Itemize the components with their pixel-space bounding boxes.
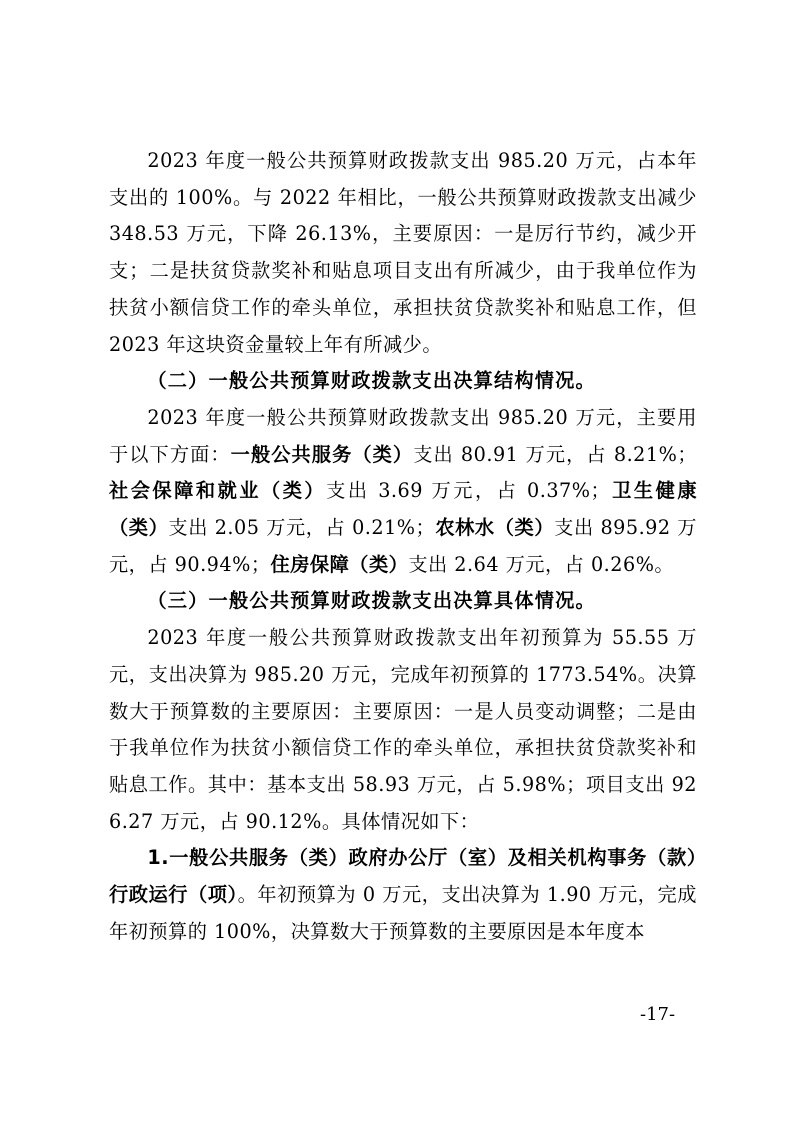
- heading-expenditure-details: （三）一般公共预算财政拨款支出决算具体情况。: [147, 589, 596, 613]
- structure-intro: 2023 年度一般公共预算财政拨款支出 985.20 万元，主要用于以下方面：: [109, 405, 697, 466]
- category-social-security: 社会保障和就业（类）: [109, 479, 327, 503]
- document-body: [109, 143, 697, 950]
- page-number: -17-: [640, 1004, 676, 1025]
- category-health: 卫生健康（类）: [109, 479, 698, 540]
- category-agriculture: 农林水（类）: [435, 516, 555, 540]
- paragraph-expenditure-details: 2023 年度一般公共预算财政拨款支出年初预算为 55.55 万元，支出决算为 985.20 万元，完成年初预算的 1773.54%。决算数大于预算数的主要原因：主要原因：一是人员变动调整；二是由于我单位作为扶贫小额信贷工作的牵头单位，承担扶贫贷款奖补和贴息工作。其中：基本支出 58.93 万元，占 5.98%；项目支出 926.27 万元，占 90.12%。具体情况如下：: [109, 626, 697, 833]
- paragraph-expenditure-structure: [109, 400, 697, 584]
- category-health-amount: 支出 2.05 万元，占 0.21%；: [168, 516, 436, 540]
- paragraph-item-1: [109, 840, 697, 950]
- category-housing-amount: 支出 2.64 万元，占 0.26%。: [408, 552, 675, 576]
- category-agriculture-amount: 支出 895.92 万元，占 90.94%；: [109, 516, 697, 576]
- category-housing: 住房保障（类）: [270, 552, 409, 576]
- paragraph-expenditure-summary: 2023 年度一般公共预算财政拨款支出 985.20 万元，占本年支出的 100%。与 2022 年相比，一般公共预算财政拨款支出减少 348.53 万元，下降 26.13%，主要原因：一是厉行节约，减少开支；二是扶贫贷款奖补和贴息项目支出有所减少，由于我单位作为扶贫小额信贷工作的牵头单位，承担扶贫贷款奖补和贴息工作，但 2023 年这块资金量较上年有所减少。: [109, 149, 697, 356]
- category-general-public-services: 一般公共服务（类）: [230, 442, 414, 466]
- category-social-security-amount: 支出 3.69 万元，占 0.37%；: [326, 479, 611, 503]
- item-1-title: 1.一般公共服务（类）政府办公厅（室）及相关机构事务（款）行政运行（项）: [109, 846, 697, 907]
- category-general-public-services-amount: 支出 80.91 万元，占 8.21%；: [413, 442, 698, 466]
- heading-expenditure-structure: （二）一般公共预算财政拨款支出决算结构情况。: [147, 369, 596, 393]
- item-1-text: 。年初预算为 0 万元，支出决算为 1.90 万元，完成年初预算的 100%，决算数大于预算数的主要原因是本年度本: [109, 883, 697, 943]
